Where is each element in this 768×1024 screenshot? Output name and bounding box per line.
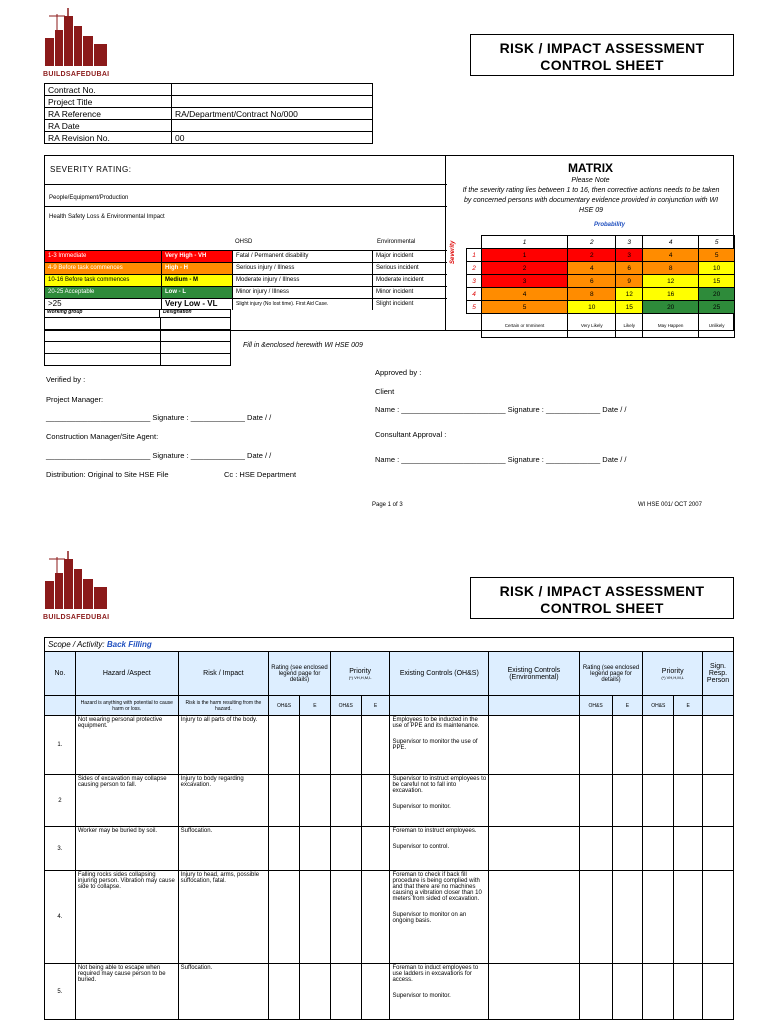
matrix-note: If the severity rating lies between 1 to 16, then corrective actions needs to be taken by concerned persons with documentary evidence provided in conjunction with WI HSE 09 bbox=[462, 187, 720, 214]
empty-cell[interactable] bbox=[674, 827, 703, 871]
priority-label: Priority bbox=[349, 667, 372, 675]
severity-env: Slight incident bbox=[372, 299, 447, 310]
working-group-row[interactable] bbox=[44, 318, 231, 330]
col-sign: Sign. Resp. Person bbox=[703, 652, 734, 696]
scope-row bbox=[45, 638, 734, 652]
severity-ohs: Minor injury / Illness bbox=[232, 287, 372, 298]
control-text-2: Supervisor to monitor. bbox=[392, 993, 451, 999]
info-label: Project Title bbox=[45, 96, 172, 108]
matrix-cell: 4 bbox=[482, 288, 568, 301]
table-row bbox=[45, 827, 734, 871]
severity-ohs: Moderate injury / Illness bbox=[232, 275, 372, 286]
rating-cell[interactable] bbox=[361, 716, 390, 775]
table-row bbox=[45, 716, 734, 775]
priority2-e: E bbox=[674, 696, 703, 716]
risk-cell: Suffocation. bbox=[178, 827, 268, 871]
severity-env: Moderate incident bbox=[372, 275, 447, 286]
severity-axis-label: Severity bbox=[450, 240, 456, 264]
company-logo-page-2 bbox=[43, 551, 111, 621]
info-row bbox=[45, 96, 373, 108]
empty-cell[interactable] bbox=[612, 716, 643, 775]
control-text: Foreman to check if back fill procedure is being complied with and that there are no machines causing a vibration closer than 10 meters from sided of excavation. bbox=[392, 872, 482, 902]
matrix-cell: 10 bbox=[568, 301, 616, 314]
rating-cell[interactable] bbox=[299, 827, 330, 871]
empty-cell[interactable] bbox=[643, 964, 674, 1020]
matrix-cell: 2 bbox=[482, 262, 568, 275]
consultant-approval-label: Consultant Approval : bbox=[375, 430, 447, 439]
control-text: Foreman to instruct employees. bbox=[392, 828, 477, 834]
prob-header: 4 bbox=[643, 236, 699, 249]
info-row bbox=[45, 108, 373, 120]
matrix-cell: 12 bbox=[616, 288, 643, 301]
empty-cell[interactable] bbox=[703, 871, 734, 964]
fill-note: Fill in &enclosed herewith WI HSE 009 bbox=[243, 342, 363, 349]
row-number: 1. bbox=[45, 716, 76, 775]
consultant-signature-line[interactable]: Name : _________________________ Signature : _____________ Date / / bbox=[375, 455, 627, 464]
env-control-cell[interactable] bbox=[489, 871, 579, 964]
hazard-cell: Worker may be buried by soil. bbox=[75, 827, 178, 871]
severity-row bbox=[45, 286, 447, 298]
control-text: Employees to be inducted in the use of PPE and its maintenance. bbox=[392, 717, 480, 729]
working-group-row[interactable] bbox=[44, 330, 231, 342]
info-row bbox=[45, 84, 373, 96]
severity-ohs: Serious injury / Illness bbox=[232, 263, 372, 274]
risk-cell: Injury to body regarding excavation. bbox=[178, 775, 268, 827]
likelihood-label: Likely bbox=[616, 314, 643, 338]
rating-cell[interactable] bbox=[299, 775, 330, 827]
severity-range: 4-9 Before task commences bbox=[45, 263, 161, 274]
company-logo bbox=[43, 8, 111, 78]
client-label: Client bbox=[375, 387, 395, 396]
sev-header: 2 bbox=[467, 262, 482, 275]
page-number: Page 1 of 3 bbox=[372, 502, 403, 508]
prob-header: 3 bbox=[616, 236, 643, 249]
page-title bbox=[470, 34, 734, 76]
matrix-grid bbox=[466, 235, 735, 338]
prob-header: 5 bbox=[699, 236, 735, 249]
prob-header: 1 bbox=[482, 236, 568, 249]
rating2-e: E bbox=[612, 696, 643, 716]
likelihood-label: Unlikely bbox=[699, 314, 735, 338]
working-group-row[interactable] bbox=[44, 354, 231, 366]
environmental-column-label: Environmental bbox=[377, 239, 416, 245]
row-number: 5. bbox=[45, 964, 76, 1020]
empty-cell[interactable] bbox=[579, 716, 612, 775]
control-cell bbox=[390, 827, 489, 871]
severity-panel bbox=[44, 155, 446, 349]
empty-cell[interactable] bbox=[579, 871, 612, 964]
col-controls-ohs: Existing Controls (OH&S) bbox=[390, 652, 489, 696]
rating-cell[interactable] bbox=[299, 964, 330, 1020]
info-value[interactable]: RA/Department/Contract No/000 bbox=[172, 108, 373, 120]
likelihood-label: Very Likely bbox=[568, 314, 616, 338]
building-skyline-icon bbox=[43, 8, 111, 66]
info-value[interactable] bbox=[172, 96, 373, 108]
working-group-grid bbox=[44, 309, 231, 365]
info-label: RA Reference bbox=[45, 108, 172, 120]
rating-cell[interactable] bbox=[330, 716, 361, 775]
env-control-cell[interactable] bbox=[489, 775, 579, 827]
rating-cell[interactable] bbox=[269, 827, 300, 871]
probability-label: Probability bbox=[593, 222, 625, 228]
severity-rating: Low - L bbox=[161, 287, 232, 298]
col-rating-2: Rating (see enclosed legend page for details) bbox=[579, 652, 643, 696]
control-text-2: Supervisor to monitor. bbox=[392, 804, 451, 810]
contract-info-table bbox=[44, 83, 373, 144]
severity-rating: Medium - M bbox=[161, 275, 232, 286]
hazard-cell: Not being able to escape when required may cause person to be buried. bbox=[75, 964, 178, 1020]
working-group-label: Working group bbox=[47, 309, 83, 315]
matrix-cell: 6 bbox=[616, 262, 643, 275]
page-title-2 bbox=[470, 577, 734, 619]
rating-cell[interactable] bbox=[299, 716, 330, 775]
likelihood-label: Certain or Imminent bbox=[482, 314, 568, 338]
info-value[interactable]: 00 bbox=[172, 132, 373, 144]
row-number: 2 bbox=[45, 775, 76, 827]
empty-cell[interactable] bbox=[674, 775, 703, 827]
approved-by-label: Approved by : bbox=[375, 368, 422, 377]
rating-cell[interactable] bbox=[330, 775, 361, 827]
matrix-title: MATRIX bbox=[567, 161, 614, 175]
row-divider bbox=[160, 354, 161, 365]
severity-rating: Very High - VH bbox=[161, 251, 232, 262]
empty-cell[interactable] bbox=[703, 964, 734, 1020]
empty-cell[interactable] bbox=[612, 827, 643, 871]
table-row bbox=[45, 871, 734, 964]
matrix-cell: 20 bbox=[643, 301, 699, 314]
hse-impact-label: Health Safety Loss & Environmental Impact bbox=[49, 214, 165, 220]
risk-matrix-panel bbox=[445, 155, 734, 331]
priority-label-2: Priority bbox=[661, 667, 684, 675]
info-label: RA Revision No. bbox=[45, 132, 172, 144]
rating2-ohs: OH&S bbox=[579, 696, 612, 716]
row-divider bbox=[160, 330, 161, 341]
rating-cell[interactable] bbox=[330, 871, 361, 964]
priority-ohs: OH&S bbox=[330, 696, 361, 716]
matrix-cell: 8 bbox=[568, 288, 616, 301]
severity-range: >25 bbox=[45, 299, 161, 310]
sev-header: 5 bbox=[467, 301, 482, 314]
title-line-2: CONTROL SHEET bbox=[540, 57, 664, 73]
building-skyline-icon bbox=[43, 551, 111, 609]
severity-row bbox=[45, 274, 447, 286]
title-line-1: RISK / IMPACT ASSESSMENT bbox=[499, 40, 705, 56]
rating-cell[interactable] bbox=[269, 716, 300, 775]
table-row bbox=[45, 964, 734, 1020]
severity-range: 10-16 Before task commences bbox=[45, 275, 161, 286]
env-control-cell[interactable] bbox=[489, 827, 579, 871]
rating-cell[interactable] bbox=[361, 775, 390, 827]
verified-by-label: Verified by : bbox=[46, 375, 86, 384]
matrix-cell: 20 bbox=[699, 288, 735, 301]
col-risk: Risk / Impact bbox=[178, 652, 268, 696]
severity-env: Major incident bbox=[372, 251, 447, 262]
priority-sub: (*) VH,H,M,L bbox=[348, 674, 372, 680]
control-cell bbox=[390, 964, 489, 1020]
rating-cell[interactable] bbox=[361, 871, 390, 964]
rating-cell[interactable] bbox=[361, 964, 390, 1020]
working-group-row[interactable] bbox=[44, 342, 231, 354]
env-control-cell[interactable] bbox=[489, 964, 579, 1020]
matrix-cell: 9 bbox=[616, 275, 643, 288]
empty-cell[interactable] bbox=[643, 775, 674, 827]
title-line-1: RISK / IMPACT ASSESSMENT bbox=[499, 583, 705, 599]
empty-cell[interactable] bbox=[703, 827, 734, 871]
empty-cell[interactable] bbox=[674, 964, 703, 1020]
scope-value: Back Filling bbox=[106, 640, 152, 649]
col-controls-env: Existing Controls (Environmental) bbox=[489, 652, 579, 696]
project-manager-label: Project Manager: bbox=[46, 395, 104, 404]
matrix-cell: 4 bbox=[643, 249, 699, 262]
hazard-note: Hazard is anything with potential to cause harm or loss. bbox=[75, 696, 178, 716]
rating-cell[interactable] bbox=[361, 827, 390, 871]
cc-label: Cc : HSE Department bbox=[224, 470, 297, 479]
empty-cell[interactable] bbox=[579, 827, 612, 871]
matrix-cell: 5 bbox=[482, 301, 568, 314]
control-text: Supervisor to instruct employees to be careful not to fall into excavation. bbox=[392, 776, 487, 794]
control-text-2: Supervisor to control. bbox=[392, 844, 450, 850]
matrix-cell: 15 bbox=[699, 275, 735, 288]
priority2-ohs: OH&S bbox=[643, 696, 674, 716]
severity-ohs: Fatal / Permanent disability bbox=[232, 251, 372, 262]
rating-ohs: OH&S bbox=[269, 696, 300, 716]
empty-cell[interactable] bbox=[703, 775, 734, 827]
risk-cell: Suffocation. bbox=[178, 964, 268, 1020]
matrix-please-note: Please Note bbox=[571, 177, 610, 184]
hazard-cell: Not wearing personal protective equipment. bbox=[75, 716, 178, 775]
severity-row bbox=[45, 262, 447, 274]
rating-cell[interactable] bbox=[269, 775, 300, 827]
control-cell bbox=[390, 775, 489, 827]
people-equipment-label: People/Equipment/Production bbox=[49, 195, 129, 201]
severity-range: 20-25 Acceptable bbox=[45, 287, 161, 298]
control-cell bbox=[390, 871, 489, 964]
risk-assessment-table bbox=[44, 637, 734, 1020]
control-text-2: Supervisor to monitor the use of PPE. bbox=[392, 739, 478, 751]
severity-rows bbox=[45, 250, 447, 310]
empty-cell[interactable] bbox=[579, 964, 612, 1020]
col-no: No. bbox=[45, 652, 76, 696]
project-manager-signature-line[interactable]: _________________________ Signature : _____________ Date / / bbox=[46, 413, 272, 422]
rating-cell[interactable] bbox=[269, 871, 300, 964]
client-signature-line[interactable]: Name : _________________________ Signature : _____________ Date / / bbox=[375, 405, 627, 414]
hazard-cell: Falling rocks sides collapsing injuring person. Vibration may cause side to collapse. bbox=[75, 871, 178, 964]
designation-label: Designation bbox=[163, 309, 192, 315]
info-value[interactable] bbox=[172, 84, 373, 96]
matrix-cell: 5 bbox=[699, 249, 735, 262]
control-text: Foreman to induct employees to use ladders in excavations for access. bbox=[392, 965, 479, 983]
severity-rating: Very Low - VL bbox=[161, 299, 232, 310]
likelihood-label: May Happen bbox=[643, 314, 699, 338]
title-line-2: CONTROL SHEET bbox=[540, 600, 664, 616]
construction-manager-signature-line[interactable]: _________________________ Signature : _____________ Date / / bbox=[46, 451, 272, 460]
sev-header: 3 bbox=[467, 275, 482, 288]
empty-cell[interactable] bbox=[643, 827, 674, 871]
empty-cell[interactable] bbox=[643, 716, 674, 775]
matrix-cell: 2 bbox=[568, 249, 616, 262]
env-control-cell[interactable] bbox=[489, 716, 579, 775]
logo-brand: BUILDSAFEDUBAI bbox=[43, 71, 110, 78]
empty-cell[interactable] bbox=[703, 716, 734, 775]
risk-note: Risk is the harm resulting from the hazard. bbox=[178, 696, 268, 716]
severity-env: Serious incident bbox=[372, 263, 447, 274]
scope-label: Scope / Activity: bbox=[48, 640, 105, 649]
info-label: Contract No. bbox=[45, 84, 172, 96]
table-row bbox=[45, 775, 734, 827]
document-reference: WI HSE 001/ OCT 2007 bbox=[638, 502, 702, 508]
matrix-cell: 3 bbox=[616, 249, 643, 262]
col-priority bbox=[330, 652, 390, 696]
empty-cell[interactable] bbox=[674, 716, 703, 775]
likelihood-corner bbox=[467, 314, 482, 338]
matrix-cell: 10 bbox=[699, 262, 735, 275]
col-rating: Rating (see enclosed legend page for details) bbox=[269, 652, 331, 696]
matrix-cell: 15 bbox=[616, 301, 643, 314]
rating-cell[interactable] bbox=[299, 871, 330, 964]
severity-ohs: Slight injury (No lost time). First Aid Case. bbox=[232, 299, 372, 310]
matrix-cell: 8 bbox=[643, 262, 699, 275]
rating-cell[interactable] bbox=[269, 964, 300, 1020]
control-text-2: Supervisor to monitor on an ongoing basis. bbox=[392, 912, 467, 924]
empty-cell[interactable] bbox=[579, 775, 612, 827]
rating-e: E bbox=[299, 696, 330, 716]
severity-range: 1-3 Immediate bbox=[45, 251, 161, 262]
matrix-cell: 1 bbox=[482, 249, 568, 262]
matrix-cell: 12 bbox=[643, 275, 699, 288]
row-number: 3. bbox=[45, 827, 76, 871]
construction-manager-label: Construction Manager/Site Agent: bbox=[46, 432, 159, 441]
empty-cell[interactable] bbox=[612, 775, 643, 827]
matrix-cell: 6 bbox=[568, 275, 616, 288]
info-value[interactable] bbox=[172, 120, 373, 132]
empty-cell[interactable] bbox=[612, 871, 643, 964]
severity-rating: High - H bbox=[161, 263, 232, 274]
control-cell bbox=[390, 716, 489, 775]
matrix-cell: 4 bbox=[568, 262, 616, 275]
severity-heading: SEVERITY RATING: bbox=[50, 165, 132, 174]
empty-cell[interactable] bbox=[643, 871, 674, 964]
info-row bbox=[45, 120, 373, 132]
rating-cell[interactable] bbox=[330, 827, 361, 871]
priority-e: E bbox=[361, 696, 390, 716]
empty-cell[interactable] bbox=[612, 964, 643, 1020]
severity-row bbox=[45, 250, 447, 262]
matrix-cell: 25 bbox=[699, 301, 735, 314]
row-divider bbox=[160, 318, 161, 329]
ohsd-column-label: OHSD bbox=[235, 239, 253, 245]
risk-cell: Injury to all parts of the body. bbox=[178, 716, 268, 775]
hazard-cell: Sides of excavation may collapse causing person to fall. bbox=[75, 775, 178, 827]
risk-cell: Injury to head, arms, possible suffocation, fatal. bbox=[178, 871, 268, 964]
prob-header: 2 bbox=[568, 236, 616, 249]
matrix-cell: 3 bbox=[482, 275, 568, 288]
priority-sub-2: (*) VH,H,M,L bbox=[661, 674, 685, 680]
info-label: RA Date bbox=[45, 120, 172, 132]
row-divider bbox=[160, 342, 161, 353]
empty-cell[interactable] bbox=[674, 871, 703, 964]
sev-header: 4 bbox=[467, 288, 482, 301]
matrix-corner bbox=[467, 236, 482, 249]
rating-cell[interactable] bbox=[330, 964, 361, 1020]
severity-env: Minor incident bbox=[372, 287, 447, 298]
sev-header: 1 bbox=[467, 249, 482, 262]
distribution-label: Distribution: Original to Site HSE File bbox=[46, 470, 169, 479]
col-priority-2 bbox=[643, 652, 703, 696]
logo-brand: BUILDSAFEDUBAI bbox=[43, 614, 110, 621]
row-number: 4. bbox=[45, 871, 76, 964]
col-hazard: Hazard /Aspect bbox=[75, 652, 178, 696]
matrix-cell: 16 bbox=[643, 288, 699, 301]
info-row bbox=[45, 132, 373, 144]
